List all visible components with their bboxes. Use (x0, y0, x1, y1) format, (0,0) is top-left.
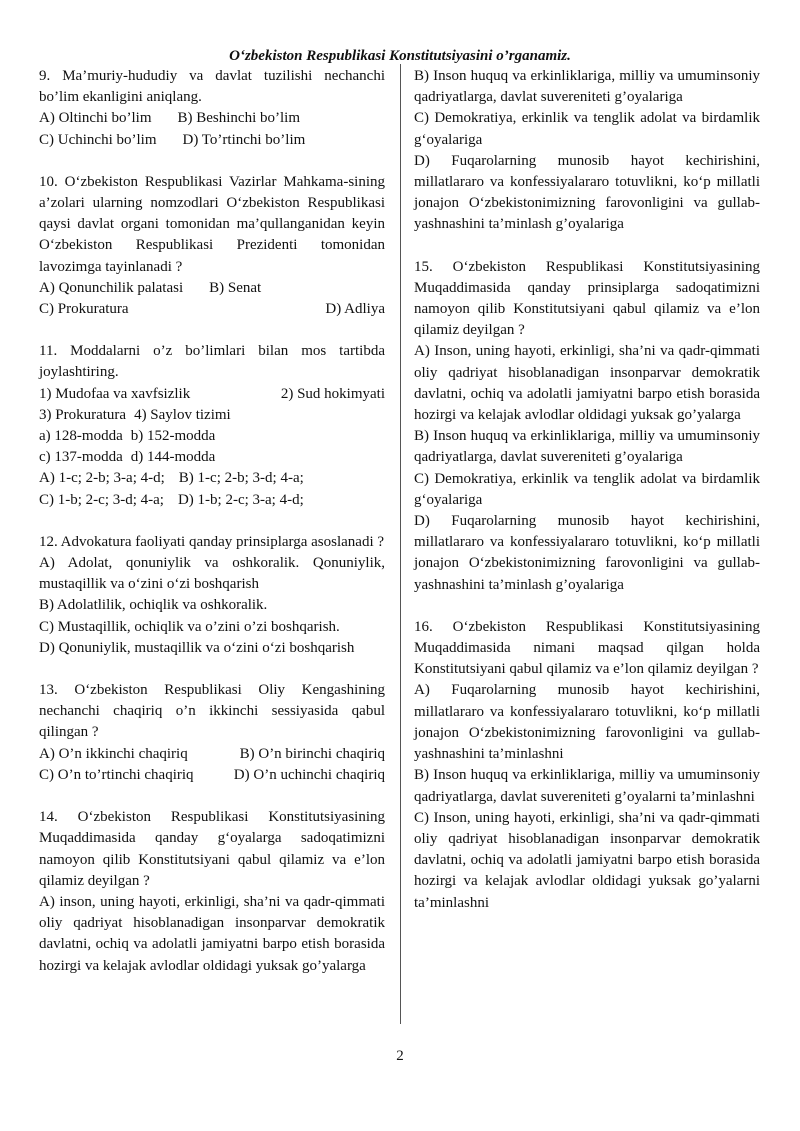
options-row (39, 765, 385, 786)
question-text: 13. O‘zbekiston Respublikasi Oliy Kengashining nechanchi chaqiriq o’n ikkinchi sessiyasida qabul qilingan ? (39, 682, 385, 741)
column-divider (400, 64, 401, 1024)
article-d: d) 144-modda (130, 449, 216, 466)
sections-row (39, 384, 385, 405)
question-text: 11. Moddalarni o’z bo’limlari bilan mos tartibda joylashtiring. (39, 343, 385, 381)
option-a: A) Fuqarolarning munosib hayot kechirishini, millatlararo va konfessiyalararo totuvlikni, ko‘p millatli jonajon O‘zbekistonimizning farovonligini va gullab-yashnashini ta’minlashni (414, 682, 760, 763)
question-text: 9. Ma’muriy-hududiy va davlat tuzilishi nechanchi bo’lim ekanligini aniqlang. (39, 68, 385, 106)
option-c: C) O’n to’rtinchi chaqiriq (39, 766, 194, 783)
question-text: 14. O‘zbekiston Respublikasi Konstitutsiyasining Muqaddimasida qanday g‘oyalarga sadoqatimizni namoyon qilib Konstitutsiyani qabul qilamiz va e’lon qilamiz deyilgan ? (39, 809, 385, 889)
options-row (39, 278, 385, 299)
option-d: D) To’rtinchi bo’lim (182, 131, 306, 148)
question-9 (39, 66, 385, 151)
section-4: 4) Saylov tizimi (134, 406, 231, 423)
option-a: A) Qonunchilik palatasi (39, 279, 184, 296)
sections-row (39, 405, 385, 426)
page-number: 2 (396, 1048, 404, 1064)
option-b: B) Adolatlilik, ochiqlik va oshkoralik. (39, 597, 268, 614)
right-column (414, 66, 760, 935)
option-c: C) Inson, uning hayoti, erkinligi, sha’ni va qadr-qimmati oliy qadriyat hisoblanadigan insonparvar demokratik davlatni, ochiq va adolatli jamiyatni barpo etish borasida hozirgi va kelajak avlodlar oldidagi yuksak go’yalarni ta’minlashni (414, 809, 760, 911)
option-b: B) 1-c; 2-b; 3-d; 4-a; (178, 470, 304, 487)
article-c: c) 137-modda (39, 449, 123, 466)
question-16 (414, 617, 760, 914)
option-c: C) Demokratiya, erkinlik va tenglik adolat va birdamlik g‘oyalariga (414, 470, 760, 508)
option-d: D) Qonuniylik, mustaqillik va o‘zini o‘zi boshqarish (39, 639, 355, 656)
option-d: D) 1-b; 2-c; 3-a; 4-d; (177, 491, 304, 508)
option-d: D) Fuqarolarning munosib hayot kechirishini, millatlararo va konfessiyalararo totuvlikni, ko‘p millatli jonajon O‘zbekistonimizning farovonligini va gullab-yashnashini ta’minlash g’oyalariga (414, 513, 760, 593)
question-text: 12. Advokatura faoliyati qanday prinsiplarga asoslanadi ? (39, 533, 385, 550)
options-row (39, 490, 385, 511)
section-2: 2) Sud hokimyati (280, 385, 385, 402)
section-3: 3) Prokuratura (39, 406, 127, 423)
option-a: A) Oltinchi bo’lim (39, 110, 152, 127)
option-a: A) Inson, uning hayoti, erkinligi, sha’ni va qadr-qimmati oliy qadriyat hisoblanadigan insonparvar demokratik davlatni, ochiq va adolatli jamiyatni barpo etish borasida hozirgi va kelajak avlodlar oldidagi yuksak go’yalarga (414, 343, 760, 424)
article-b: b) 152-modda (130, 428, 216, 445)
option-c: C) Demokratiya, erkinlik va tenglik adolat va birdamlik g‘oyalariga (414, 110, 760, 148)
option-d: D) Adliya (325, 301, 385, 318)
option-b: B) O’n birinchi chaqiriq (239, 745, 385, 762)
page-title: O‘zbekiston Respublikasi Konstitutsiyasini o’rganamiz. (229, 48, 571, 64)
question-14-continued (414, 66, 760, 236)
articles-row (39, 426, 385, 447)
options-row (39, 744, 385, 765)
question-text: 16. O‘zbekiston Respublikasi Konstitutsiyasining Muqaddimasida nimani maqsad qilgan holda Konstitutsiyani qabul qilamiz va e’lon qilamiz deyilgan ? (414, 618, 760, 678)
option-b: B) Senat (209, 279, 262, 296)
options-row (39, 468, 385, 489)
question-14 (39, 807, 385, 977)
left-column (39, 66, 385, 998)
option-a: A) 1-c; 2-b; 3-a; 4-d; (39, 470, 165, 487)
option-a: A) O’n ikkinchi chaqiriq (39, 745, 188, 762)
question-12 (39, 532, 385, 659)
question-13 (39, 680, 385, 786)
options-row (39, 130, 385, 151)
option-c: C) Mustaqillik, ochiqlik va o’zini o’zi boshqarish. (39, 618, 340, 635)
section-1: 1) Mudofaa va xavfsizlik (39, 385, 191, 402)
articles-row (39, 447, 385, 468)
question-15 (414, 257, 760, 596)
option-c: C) Uchinchi bo’lim (39, 131, 157, 148)
question-11 (39, 341, 385, 511)
option-d: D) Fuqarolarning munosib hayot kechirishini, millatlararo va konfessiyalararo totuvlikni, ko‘p millatli jonajon O‘zbekistonimizning farovonligini va gullab-yashnashini ta’minlash g’oyalariga (414, 152, 760, 233)
option-b: B) Beshinchi bo’lim (177, 110, 300, 127)
option-b: B) Inson huquq va erkinliklariga, milliy va umuminsoniy qadriyatlarga, davlat suvereniteti g’oyalarni ta’minlashni (414, 767, 760, 805)
option-c: C) Prokuratura (39, 301, 129, 318)
option-d: D) O’n uchinchi chaqiriq (233, 766, 385, 783)
options-row (39, 108, 385, 129)
option-a: A) inson, uning hayoti, erkinligi, sha’ni va qadr-qimmati oliy qadriyat hisoblanadigan insonparvar demokratik davlatni, ochiq va adolatli jamiyatni barpo etish borasida hozirgi va kelajak avlodlar oldidagi yuksak go’yalarga (39, 893, 385, 974)
options-row (39, 299, 385, 320)
article-a: a) 128-modda (39, 428, 123, 445)
question-10 (39, 172, 385, 320)
option-b: B) Inson huquq va erkinliklariga, milliy va umuminsoniy qadriyatlarga, davlat suvereniteti g’oyalariga (414, 428, 760, 466)
question-text: 10. O‘zbekiston Respublikasi Vazirlar Mahkama-sining a’zolari ularning nomzodlari O‘zbekiston Respublikasi qaysi davlat organi tomonidan ma’qullanganidan keyin O‘zbekiston Respublikasi Prezidenti tomonidan lavozimga tayinlanadi ? (39, 173, 385, 275)
question-text: 15. O‘zbekiston Respublikasi Konstitutsiyasining Muqaddimasida qanday prinsiplarga sadoqatimizni namoyon qilib Konstitutsiyani qabul qilamiz va e’lon qilamiz deyilgan ? (414, 258, 760, 339)
option-a: A) Adolat, qonuniylik va oshkoralik. Qonuniylik, mustaqillik va o‘zini o‘zi boshqarish (39, 555, 385, 593)
option-b: B) Inson huquq va erkinliklariga, milliy va umuminsoniy qadriyatlarga, davlat suvereniteti g’oyalariga (414, 68, 760, 106)
option-c: C) 1-b; 2-c; 3-d; 4-a; (39, 491, 164, 508)
